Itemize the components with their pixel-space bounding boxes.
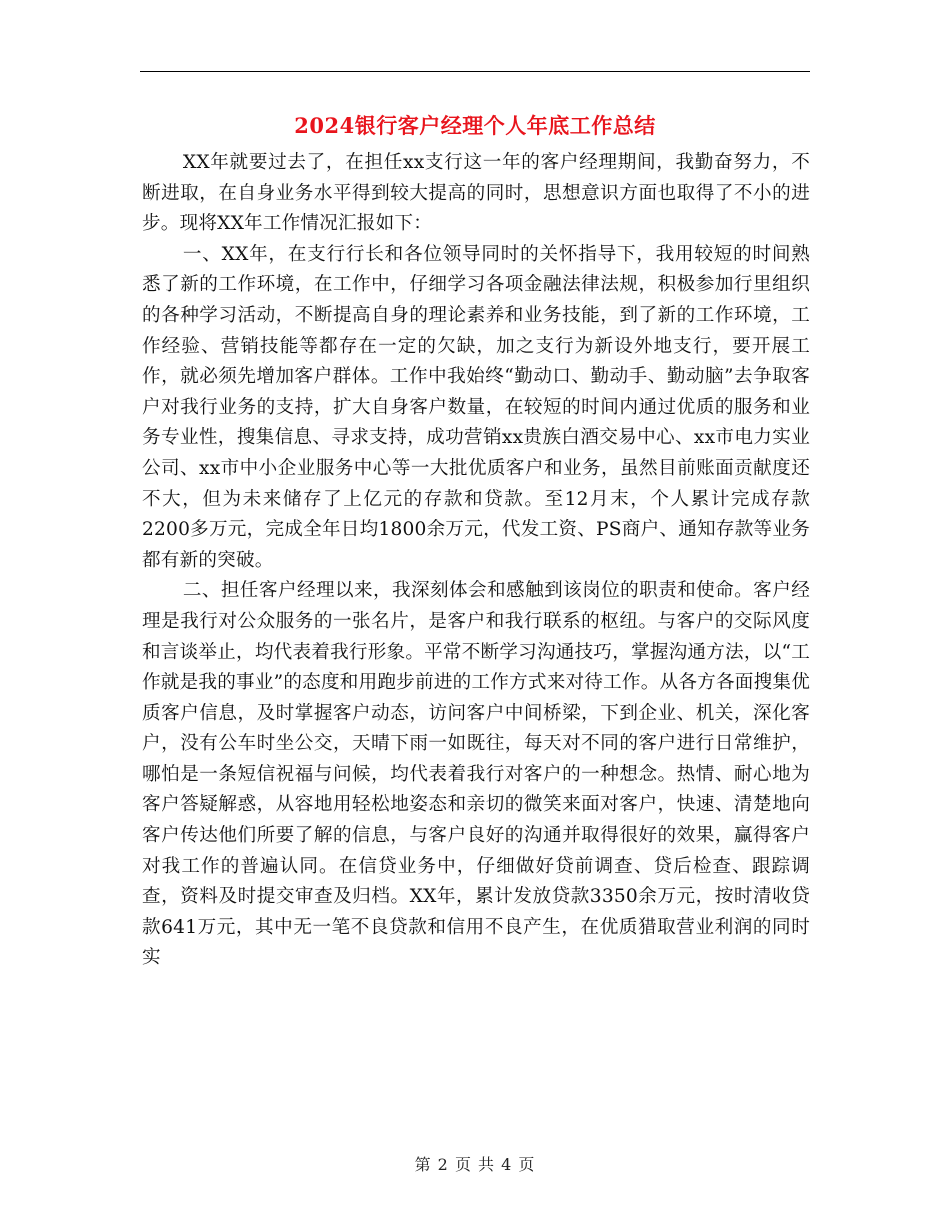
paragraph-intro: XX年就要过去了，在担任xx支行这一年的客户经理期间，我勤奋努力，不断进取，在自身业务水平得到较大提高的同时，思想意识方面也取得了不小的进步。现将XX年工作情况汇报如下： [142,152,810,235]
paragraph-section-1: 一、XX年，在支行行长和各位领导同时的关怀指导下，我用较短的时间熟悉了新的工作环境，在工作中，仔细学习各项金融法律法规，积极参加行里组织的各种学习活动，不断提高自身的理论素养和业务技能，到了新的工作环境，工作经验、营销技能等都存在一定的欠缺，加之支行为新设外地支行，要开展工作，就必须先增加客户群体。工作中我始终“勤动口、勤动手、勤动脑”去争取客户对我行业务的支持，扩大自身客户数量，在较短的时间内通过优质的服务和业务专业性，搜集信息、寻求支持，成功营销xx贵族白酒交易中心、xx市电力实业公司、xx市中小企业服务中心等一大批优质客户和业务，虽然目前账面贡献度还不大，但为未来储存了上亿元的存款和贷款。至12月末，个人累计完成存款2200多万元，完成全年日均1800余万元，代发工资、PS商户、通知存款等业务都有新的突破。 [142,243,810,571]
paragraph-section-2: 二、担任客户经理以来，我深刻体会和感触到该岗位的职责和使命。客户经理是我行对公众服务的一张名片，是客户和我行联系的枢纽。与客户的交际风度和言谈举止，均代表着我行形象。平常不断学习沟通技巧，掌握沟通方法，以“工作就是我的事业”的态度和用跑步前进的工作方式来对待工作。从各方各面搜集优质客户信息，及时掌握客户动态，访问客户中间桥梁，下到企业、机关，深化客户，没有公车时坐公交，天晴下雨一如既往，每天对不同的客户进行日常维护，哪怕是一条短信祝福与问候，均代表着我行对客户的一种想念。热情、耐心地为客户答疑解惑，从容地用轻松地姿态和亲切的微笑来面对客户，快速、清楚地向客户传达他们所要了解的信息，与客户良好的沟通并取得很好的效果，赢得客户对我工作的普遍认同。在信贷业务中，仔细做好贷前调查、贷后检查、跟踪调查，资料及时提交审查及归档。XX年，累计发放贷款3350余万元，按时清收贷款641万元，其中无一笔不良贷款和信用不良产生，在优质猎取营业利润的同时实 [142,580,810,969]
page-footer [0,1152,950,1175]
document-title: 2024银行客户经理个人年底工作总结 [294,113,656,138]
document-body [142,148,810,974]
header-rule [140,71,810,72]
page-number-label: 第 2 页 共 4 页 [414,1155,536,1174]
